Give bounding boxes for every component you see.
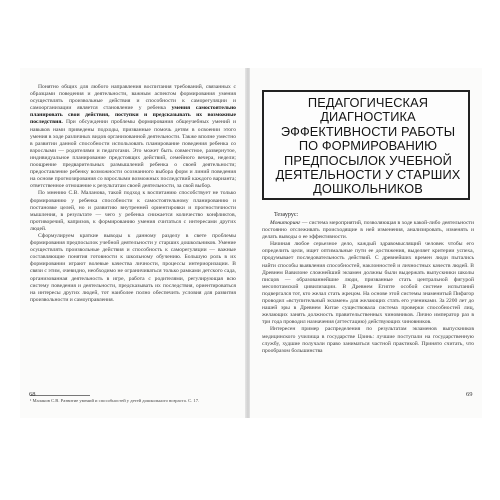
right-page-body <box>262 220 474 355</box>
right-paragraph-1: Мониторинг — система мероприятий, позволяющая в ходе какой-либо деятельности постоянно отслеживать происходящие в ней изменения, анализировать, изменять и делать выводы о ее эффективности. <box>262 220 474 241</box>
right-page <box>250 68 482 418</box>
footnote: ¹ Маланов С.В. Развитие умений и способностей у детей дошкольного возраста. С. 17. <box>30 398 200 403</box>
left-page-body <box>30 84 236 304</box>
page-number-left: 68 <box>29 391 36 398</box>
left-paragraph-1: Понятно общих для любого направления воспитания требований, связанных с образцами поведения и деятельности, важным аспектом формирования умения осуществлять произвольные действия и способности к саморегуляции и самоорганизации является становление у ребенка умения самостоятельно планировать свои действия, поступки и предсказывать их возможные последствия. При обсуждении проблемы формирования общеучебных умений и навыков нами приведены подходы, призванные помочь детям в освоении этого умения в ходе различных видов организованной деятельности. Также вполне уместно в развитии данной способности использовать планирование поведения ребенка со взрослыми — родителями и педагогами. Это может быть совместное, развернутое, индивидуальное планирование предстоящих действий, семейного вечера, недели; поощрение предварительных размышлений ребенка о своей деятельности; предоставление ребенку возможности осознанного выбора форм и линий поведения на основе прогнозирования со взрослыми возможных последствий каждого варианта; ответственное отношение к результатам своей деятельности, за свой выбор. <box>30 84 236 190</box>
chapter-title: ПЕДАГОГИЧЕСКАЯ ДИАГНОСТИКА ЭФФЕКТИВНОСТИ РАБОТЫ ПО ФОРМИРОВАНИЮ ПРЕДПОСЫЛОК УЧЕБНОЙ ДЕЯТЕЛЬНОСТИ У СТАРШИХ ДОШКОЛЬНИКОВ <box>275 95 461 197</box>
left-paragraph-2: По мнению С.В. Малановa, такой подход к воспитанию способствует не только формированию у ребенка способности к самостоятельному планированию и постановке целей, но и развитию внутренней ориентировки и прогностичности мышления, в результате — чего у ребенка снижается количество конфликтов, противоречий, капризов, к формированию умения считаться с интересами других людей. <box>30 190 236 232</box>
left-page <box>20 68 247 418</box>
thesaurus-label: Тезаурус: <box>274 212 299 218</box>
right-paragraph-3: Интересен пример распределения по результатам экзаменов выпускников медицинского училища в государстве Цзинь: лучшие поступали на государственную службу, худшие получали право заниматься частной практикой. Принято считать, что прообразом большинства <box>262 326 474 354</box>
footnote-divider <box>30 395 90 396</box>
chapter-heading-box <box>262 90 470 200</box>
right-paragraph-2: Начиная любое серьезное дело, каждый здравомыслящий человек чтобы его определить цели, ищет оптимальные пути ее достижения, выделяет критерии успеха, продумывает последовательность действий. С древнейших времен люди пытались найти способы выявления способностей, наклонностей и личностных качеств людей. В Древнем Вавилоне сложнейший экзамен должны были выдержать выпускники школы писцов — образованнейшие люди, призванные стать центральной фигурой месопотамской цивилизации. В Древнем Египте особой системе испытаний подвергался тот, кто желал стать жрецом. На основе этой системы знаменитый Пифагор проводил «вступительный экзамен» для желающих стать его учениками. За 2200 лет до нашей эры в Древнем Китае существовала система проверки способностей лиц, желающих занять должность правительственных чиновников. Лично император раз в три года проводил назначения (аттестацию) действующих чиновников. <box>262 241 474 326</box>
left-paragraph-3: Сформулируем краткие выводы к данному разделу в свете проблемы формирования предпосылок учебной деятельности у старших дошкольников. Умение осуществлять произвольные действия и способность к саморегуляции — важные составляющие понятия готовности к школьному обучению. Большую роль в их формировании играют волевые качества личности, процессы интериоризации. В связи с этим, очевидно, необходимо не ограничиваться только рамками детского сада, организованная деятельность в игре, работа с родителями, регулирующая всю систему поведения и деятельности, предсказывать их последствия, ориентироваться на интересы других людей, тот наиболее полно обеспечить условия для развития произвольности и самоуправления. <box>30 232 236 303</box>
page-number-right: 69 <box>466 391 473 398</box>
